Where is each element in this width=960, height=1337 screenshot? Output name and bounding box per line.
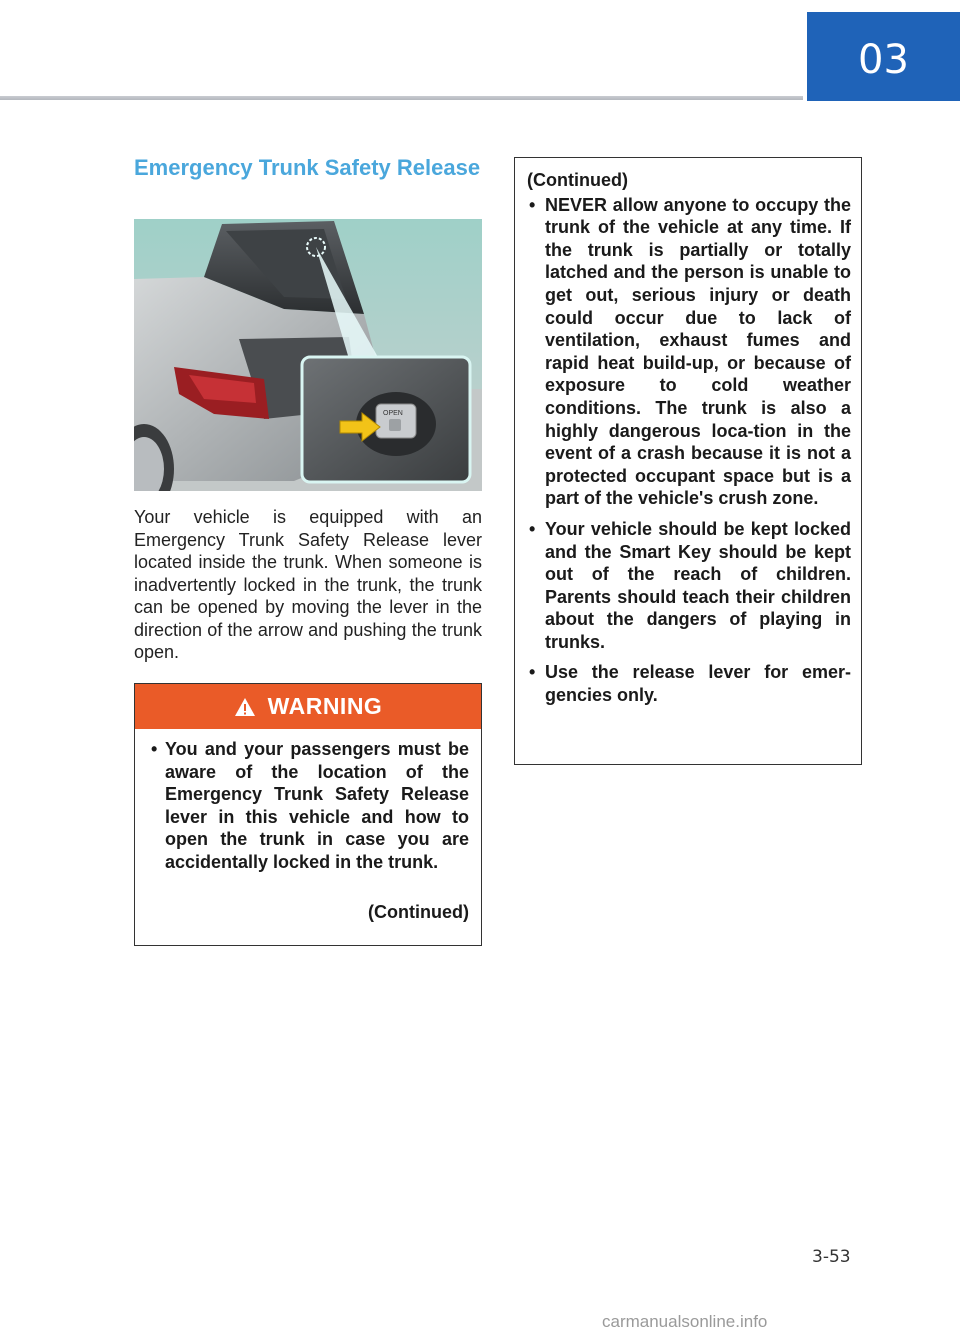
continued-heading: (Continued)	[527, 170, 628, 190]
warning-triangle-icon	[234, 697, 256, 717]
continued-item: • Your vehicle should be kept locked and the Smart Key should be kept out of the reach of children. Parents should teach their children about the dangers of playing in trunks.	[527, 518, 851, 654]
trunk-release-figure	[134, 219, 482, 491]
trunk-illustration	[134, 219, 482, 491]
body-paragraph: Your vehicle is equipped with an Emergency Trunk Safety Release lever located inside the trunk. When someone is inadvertently locked in the trunk, the trunk can be opened by moving the lever in the direction of the arrow and pushing the trunk open.	[134, 507, 482, 662]
continued-item: • NEVER allow anyone to occupy the trunk of the vehicle at any time. If the trunk is partially or totally latched and the person is unable to get out, serious injury or death could occur due to lack of ventilation, exhaust fumes and rapid heat build-up, or because of exposure to cold weather conditions. The trunk is also a highly dangerous loca-tion in the event of a crash because it is not a protected occupant space but is a part of the vehicle's crush zone.	[527, 194, 851, 510]
open-button-label: OPEN	[383, 410, 403, 417]
warning-box	[134, 683, 482, 946]
warning-item: • You and your passengers must be aware of the location of the Emergency Trunk Safety Release lever in this vehicle and how to open the trunk in case you are accidentally locked in the trunk.	[145, 738, 469, 874]
warning-continued-box	[514, 157, 862, 765]
continued-list	[527, 194, 851, 707]
header-rule	[0, 96, 803, 100]
section-title: Emergency Trunk Safety Release	[134, 155, 481, 180]
warning-continued-label: (Continued)	[368, 902, 469, 922]
warning-label: WARNING	[267, 693, 383, 719]
warning-list	[135, 738, 481, 874]
continued-item: • Use the release lever for emer-gencies only.	[527, 661, 851, 706]
page-number: 3-53	[812, 1247, 851, 1267]
warning-header	[135, 684, 481, 729]
chapter-tab: 03	[807, 12, 960, 101]
watermark: carmanualsonline.info	[602, 1312, 768, 1331]
